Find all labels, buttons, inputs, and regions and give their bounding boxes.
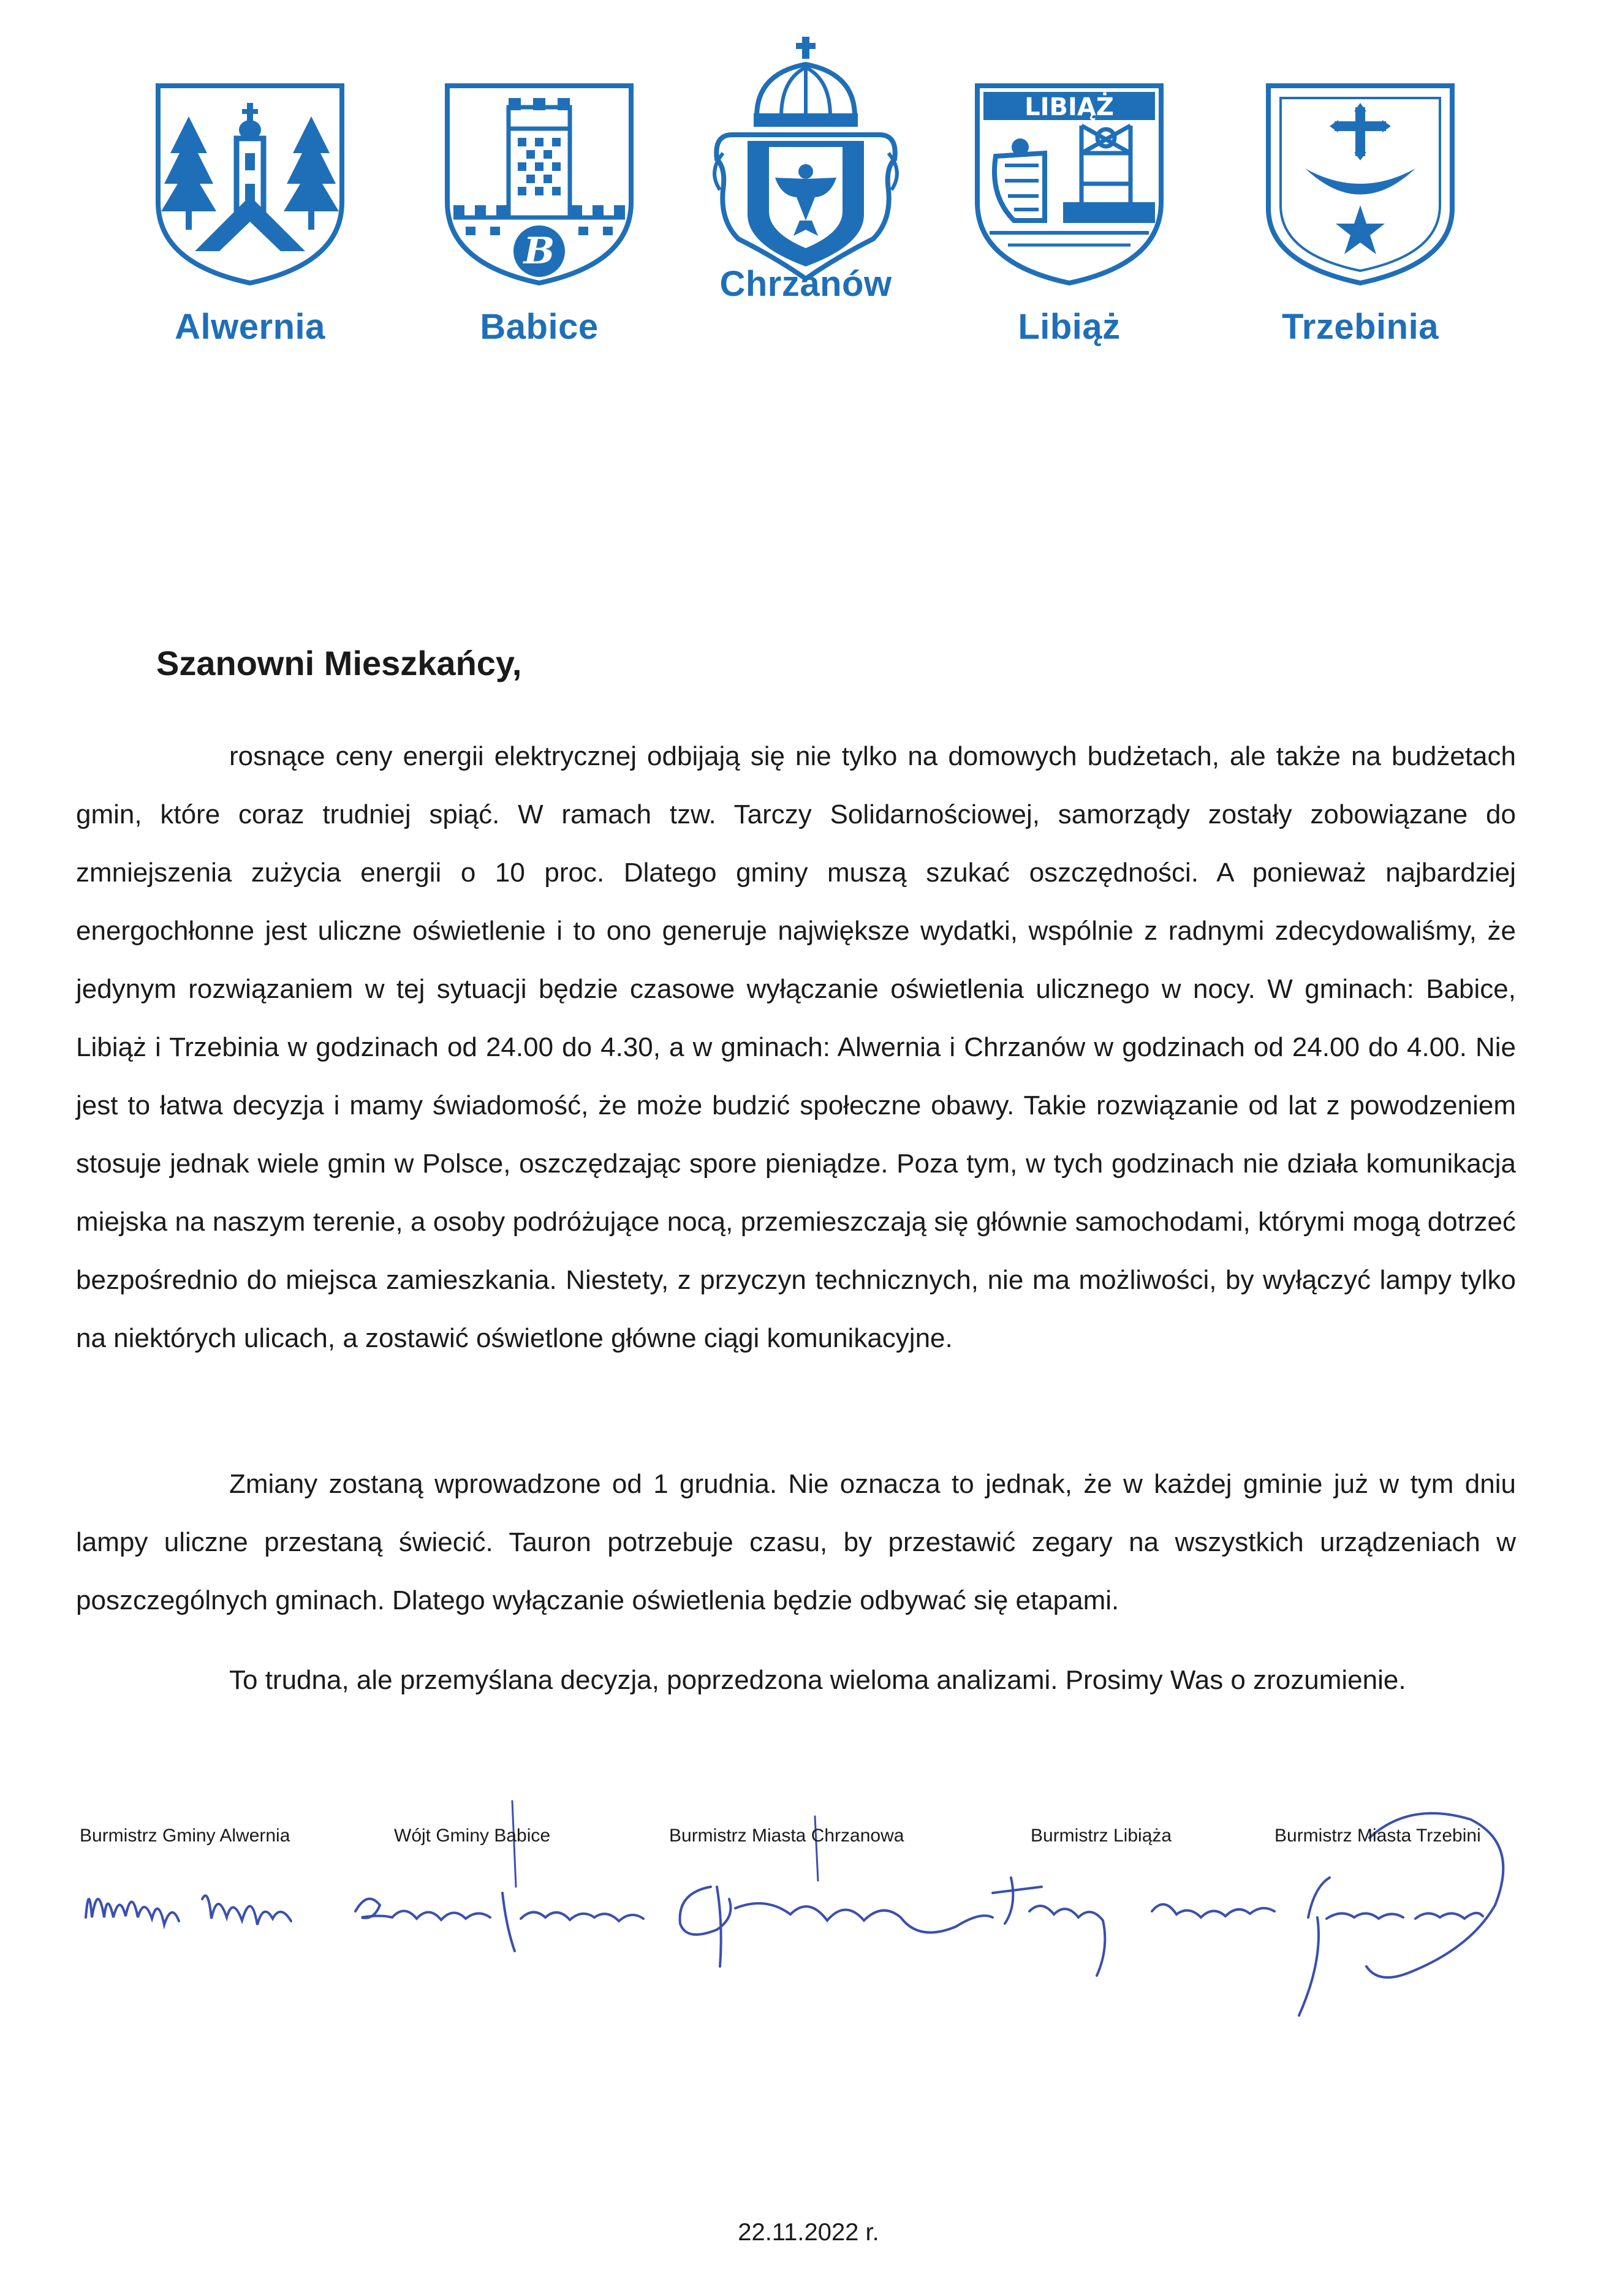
crest-libiaz	[959, 80, 1180, 347]
babice-coat-of-arms-icon	[441, 80, 637, 288]
trzebinia-coat-of-arms-icon	[1262, 80, 1458, 288]
crest-trzebinia	[1250, 80, 1471, 347]
signatory-chrzanow: Burmistrz Miasta Chrzanowa	[669, 1826, 904, 1846]
crest-name-alwernia: Alwernia	[175, 307, 325, 347]
crest-chrzanow	[695, 80, 916, 304]
crest-name-libiaz: Libiąż	[1018, 307, 1121, 347]
chrzanow-coat-of-arms-icon	[695, 37, 916, 282]
letter-paragraph-2: Zmiany zostaną wprowadzone od 1 grudnia. Nie oznacza to jednak, że w każdej gminie już w tym dniu lampy uliczne przestaną świecić. Tauron potrzebuje czasu, by przestawić zegary na wszystkich urządzeniach w poszczególnych gminach. Dlatego wyłączanie oświetlenia będzie odbywać się etapami.	[76, 1469, 1516, 1615]
signatory-babice: Wójt Gminy Babice	[394, 1826, 551, 1846]
libiaz-coat-of-arms-icon	[971, 80, 1167, 288]
crest-name-chrzanow: Chrzanów	[719, 264, 892, 304]
crest-alwernia	[140, 80, 360, 347]
signatures-drawing	[0, 1764, 1617, 2022]
signatory-trzebinia: Burmistrz Miasta Trzebini	[1274, 1826, 1481, 1846]
letter-paragraph-1: rosnące ceny energii elektrycznej odbijają się nie tylko na domowych budżetach, ale także na budżetach gmin, które coraz trudniej spiąć. W ramach tzw. Tarczy Solidarnościowej, samorządy zostały zobowiązane do zmniejszenia zużycia energii o 10 proc. Dlatego gminy muszą szukać oszczędności. A ponieważ najbardziej energochłonne jest uliczne oświetlenie i to ono generuje największe wydatki, wspólnie z radnymi zdecydowaliśmy, że jedynym rozwiązaniem w tej sytuacji będzie czasowe wyłączanie oświetlenia ulicznego w nocy. W gminach: Babice, Libiąż i Trzebinia w godzinach od 24.00 do 4.30, a w gminach: Alwernia i Chrzanów w godzinach od 24.00 do 4.00. Nie jest to łatwa decyzja i mamy świadomość, że może budzić społeczne obawy. Takie rozwiązanie od lat z powodzeniem stosuje jednak wiele gmin w Polsce, oszczędzając spore pieniądze. Poza tym, w tych godzinach nie działa komunikacja miejska na naszym terenie, a osoby podróżujące nocą, przemieszczają się głównie samochodami, którymi mogą dotrzeć bezpośrednio do miejsca zamieszkania. Niestety, z przyczyn technicznych, nie ma możliwości, by wyłączyć lampy tylko na niektórych ulicach, a zostawić oświetlone główne ciągi komunikacyjne.	[76, 741, 1516, 1353]
signatory-titles	[0, 1826, 1617, 1862]
crest-babice	[429, 80, 649, 347]
letter-paragraph-3: To trudna, ale przemyślana decyzja, poprzedzona wieloma analizami. Prosimy Was o zrozumienie.	[229, 1665, 1406, 1695]
signatory-libiaz: Burmistrz Libiąża	[1031, 1826, 1172, 1846]
crest-name-trzebinia: Trzebinia	[1282, 307, 1439, 347]
municipality-crests	[0, 0, 1617, 392]
crest-name-babice: Babice	[480, 307, 599, 347]
libiaz-banner-text: LIBIĄŻ	[1024, 93, 1114, 121]
alwernia-coat-of-arms-icon	[152, 80, 348, 288]
handwritten-signatures	[0, 1764, 1617, 2022]
svg-text:B: B	[523, 230, 555, 273]
letter-greeting: Szanowni Mieszkańcy,	[156, 644, 522, 682]
signatory-alwernia: Burmistrz Gminy Alwernia	[80, 1826, 290, 1846]
letter-date: 22.11.2022 r.	[738, 2219, 879, 2246]
